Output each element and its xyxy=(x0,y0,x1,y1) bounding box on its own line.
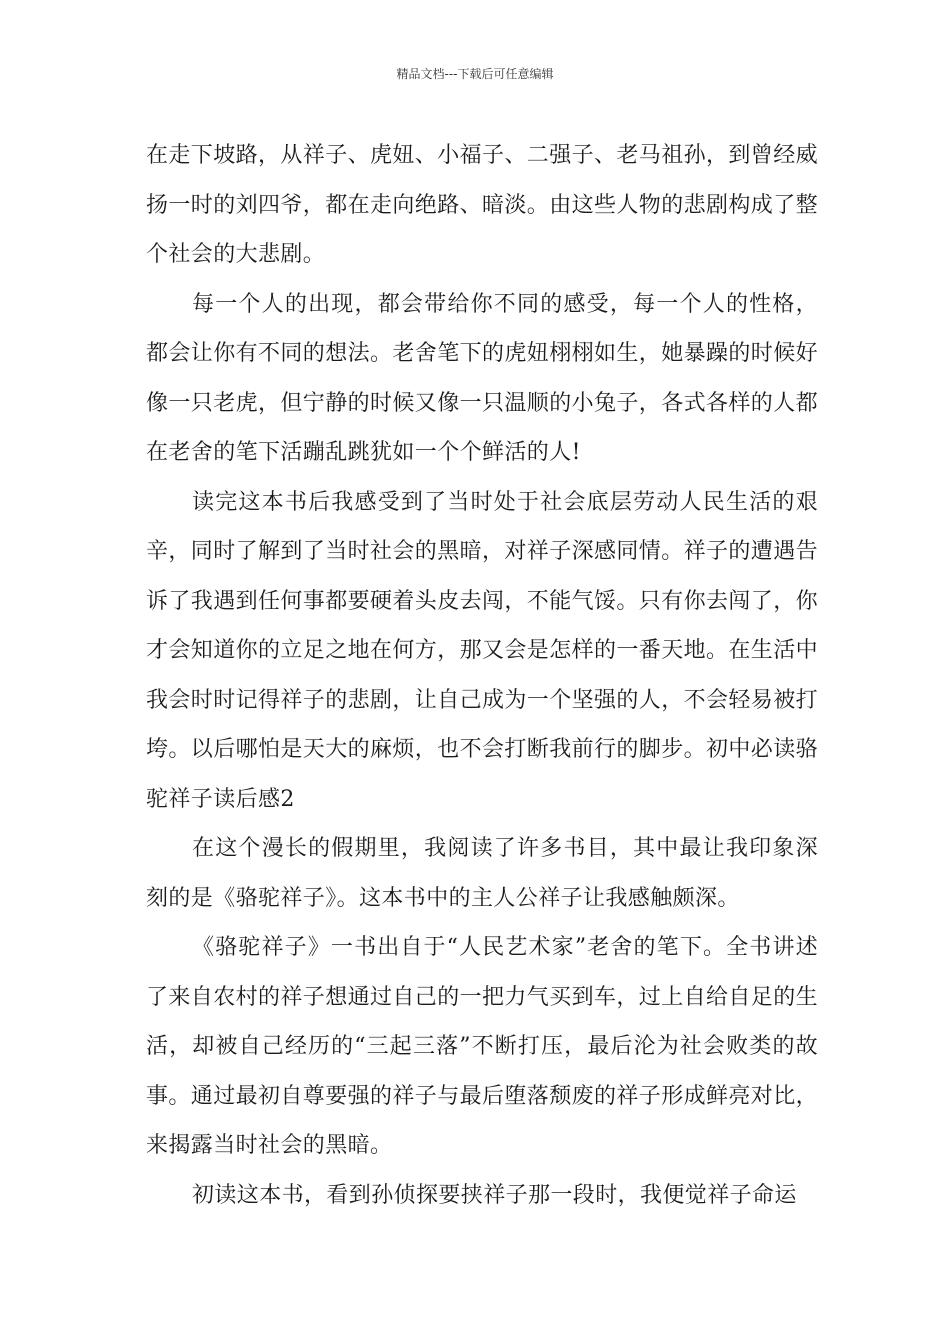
paragraph-5: 《骆驼祥子》一书出自于“人民艺术家”老舍的笔下。全书讲述了来自农村的祥子想通过自己的一把力气买到车，过上自给自足的生活，却被自己经历的“三起三落”不断打压，最后沦为社会败类的故事。通过最初自尊要强的祥子与最后堕落颓废的祥子形成鲜亮对比，来揭露当时社会的黑暗。 xyxy=(146,935,819,1158)
document-body xyxy=(146,131,818,1220)
paragraph-2: 每一个人的出现，都会带给你不同的感受，每一个人的性格，都会让你有不同的想法。老舍笔下的虎妞栩栩如生，她暴躁的时候好像一只老虎，但宁静的时候又像一只温顺的小兔子，各式各样的人都在老舍的笔下活蹦乱跳犹如一个个鲜活的人! xyxy=(146,291,819,465)
paragraph-1: 在走下坡路，从祥子、虎妞、小福子、二强子、老马祖孙，到曾经威扬一时的刘四爷，都在走向绝路、暗淡。由这些人物的悲剧构成了整个社会的大悲剧。 xyxy=(146,143,819,267)
paragraph-6: 初读这本书，看到孙侦探要挟祥子那一段时，我便觉祥子命运 xyxy=(192,1182,797,1208)
page-header: 精品文档---下载后可任意编辑 xyxy=(396,67,554,81)
paragraph-3: 读完这本书后我感受到了当时处于社会底层劳动人民生活的艰辛，同时了解到了当时社会的黑暗，对祥子深感同情。祥子的遭遇告诉了我遇到任何事都要硬着头皮去闯，不能气馁。只有你去闯了，你才会知道你的立足之地在何方，那又会是怎样的一番天地。在生活中我会时时记得祥子的悲剧，让自己成为一个坚强的人，不会轻易被打垮。以后哪怕是天大的麻烦，也不会打断我前行的脚步。初中必读骆驼祥子读后感2 xyxy=(146,489,819,812)
paragraph-4: 在这个漫长的假期里，我阅读了许多书目，其中最让我印象深刻的是《骆驼祥子》。这本书中的主人公祥子让我感触颇深。 xyxy=(146,836,818,911)
